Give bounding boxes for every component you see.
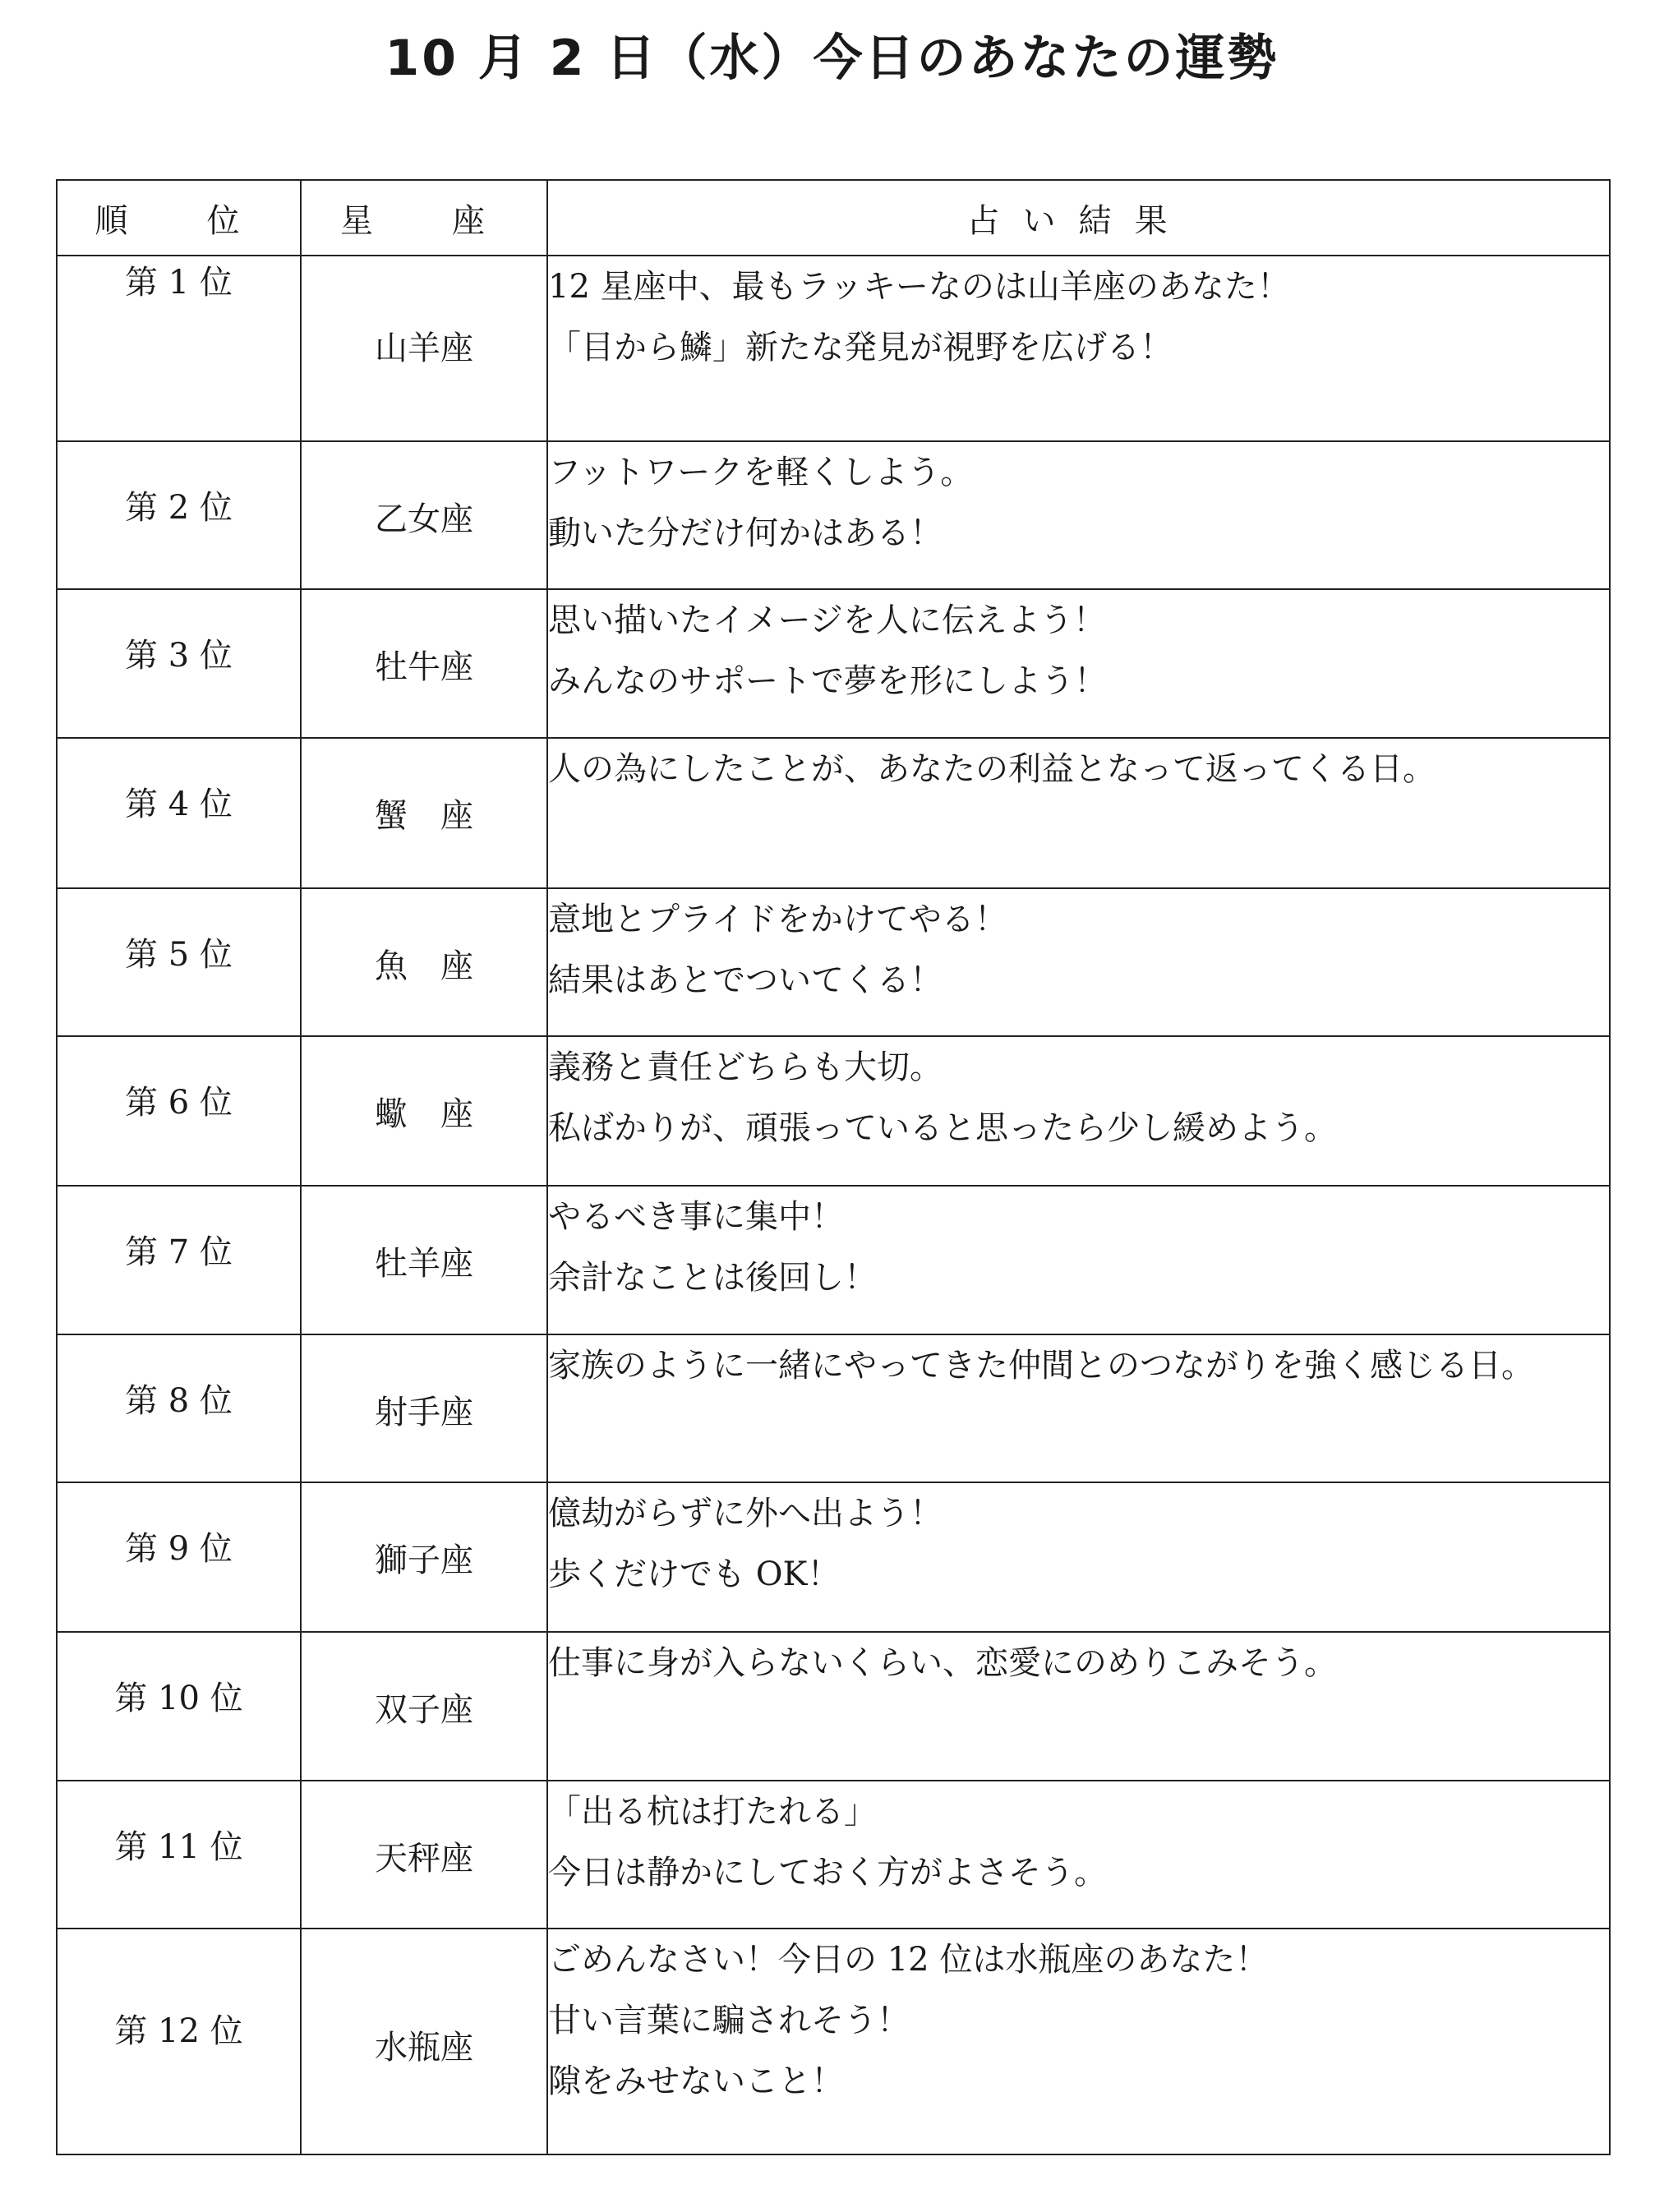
result-line: 「出る杭は打たれる」 bbox=[548, 1793, 877, 1831]
result-line: 結果はあとでついてくる！ bbox=[548, 961, 943, 999]
result-line: 仕事に身が入らないくらい、恋愛にのめりこみそう。 bbox=[548, 1644, 1337, 1682]
result-line: 意地とプライドをかけてやる！ bbox=[548, 901, 1007, 938]
table-row bbox=[57, 1929, 1610, 2154]
result-line: やるべき事に集中！ bbox=[548, 1198, 844, 1236]
result-line: 私ばかりが、頑張っていると思ったら少し緩めよう。 bbox=[548, 1109, 1337, 1147]
result-line: 動いた分だけ何かはある！ bbox=[548, 514, 943, 552]
table-row bbox=[57, 441, 1610, 589]
result-cell bbox=[547, 1781, 1610, 1929]
result-line: ごめんなさい！今日の 12 位は水瓶座のあなた！ bbox=[548, 1941, 1269, 1979]
sign-cell: 水瓶座 bbox=[301, 1929, 547, 2154]
header-row bbox=[57, 180, 1610, 256]
header-result: 占い結果 bbox=[547, 180, 1610, 256]
result-cell bbox=[547, 1482, 1610, 1632]
table-row bbox=[57, 1036, 1610, 1186]
result-cell bbox=[547, 589, 1610, 738]
result-line: 隙をみせないこと！ bbox=[548, 2062, 844, 2100]
sign-cell: 牡羊座 bbox=[301, 1186, 547, 1334]
sign-cell: 蠍 座 bbox=[301, 1036, 547, 1186]
result-line: フットワークを軽くしよう。 bbox=[548, 454, 974, 491]
result-line: 甘い言葉に騙されそう！ bbox=[548, 2002, 910, 2039]
result-cell bbox=[547, 1186, 1610, 1334]
fortune-table bbox=[56, 179, 1611, 2155]
rank-cell: 第 3 位 bbox=[57, 589, 301, 738]
table-row bbox=[57, 1632, 1610, 1781]
result-cell bbox=[547, 738, 1610, 888]
table-row bbox=[57, 1334, 1610, 1482]
rank-cell: 第 1 位 bbox=[57, 256, 301, 441]
result-cell bbox=[547, 441, 1610, 589]
result-line: 「目から鱗」新たな発見が視野を広げる！ bbox=[548, 329, 1173, 366]
rank-cell: 第 9 位 bbox=[57, 1482, 301, 1632]
page-title: 10 月 2 日（水）今日のあなたの運勢 bbox=[385, 30, 1279, 87]
sign-cell: 魚 座 bbox=[301, 888, 547, 1036]
rank-cell: 第 11 位 bbox=[57, 1781, 301, 1929]
sign-cell: 蟹 座 bbox=[301, 738, 547, 888]
rank-cell: 第 8 位 bbox=[57, 1334, 301, 1482]
rank-cell: 第 6 位 bbox=[57, 1036, 301, 1186]
result-line: 余計なことは後回し！ bbox=[548, 1259, 877, 1297]
table-row bbox=[57, 1482, 1610, 1632]
result-line: みんなのサポートで夢を形にしよう！ bbox=[548, 662, 1107, 700]
header-rank: 順 位 bbox=[57, 180, 301, 256]
rank-cell: 第 12 位 bbox=[57, 1929, 301, 2154]
result-line: 人の為にしたことが、あなたの利益となって返ってくる日。 bbox=[548, 750, 1436, 788]
sign-cell: 乙女座 bbox=[301, 441, 547, 589]
sign-cell: 獅子座 bbox=[301, 1482, 547, 1632]
sign-cell: 牡牛座 bbox=[301, 589, 547, 738]
rank-cell: 第 5 位 bbox=[57, 888, 301, 1036]
result-line: 今日は静かにしておく方がよさそう。 bbox=[548, 1854, 1107, 1892]
result-line: 歩くだけでも OK！ bbox=[548, 1555, 841, 1593]
result-cell bbox=[547, 256, 1610, 441]
table-row bbox=[57, 1781, 1610, 1929]
sign-cell: 天秤座 bbox=[301, 1781, 547, 1929]
result-cell bbox=[547, 888, 1610, 1036]
table-row bbox=[57, 1186, 1610, 1334]
result-cell bbox=[547, 1632, 1610, 1781]
table-row bbox=[57, 589, 1610, 738]
result-line: 億劫がらずに外へ出よう！ bbox=[548, 1495, 943, 1532]
rank-cell: 第 7 位 bbox=[57, 1186, 301, 1334]
result-cell bbox=[547, 1334, 1610, 1482]
result-line: 思い描いたイメージを人に伝えよう！ bbox=[548, 601, 1106, 639]
table-row bbox=[57, 738, 1610, 888]
rank-cell: 第 4 位 bbox=[57, 738, 301, 888]
result-cell bbox=[547, 1929, 1610, 2154]
rank-cell: 第 2 位 bbox=[57, 441, 301, 589]
result-cell bbox=[547, 1036, 1610, 1186]
sign-cell: 射手座 bbox=[301, 1334, 547, 1482]
result-line: 家族のように一緒にやってきた仲間とのつながりを強く感じる日。 bbox=[548, 1347, 1534, 1385]
result-line: 義務と責任どちらも大切。 bbox=[548, 1048, 943, 1086]
sign-cell: 双子座 bbox=[301, 1632, 547, 1781]
rank-cell: 第 10 位 bbox=[57, 1632, 301, 1781]
result-line: 12 星座中、最もラッキーなのは山羊座のあなた！ bbox=[548, 268, 1290, 306]
table-row bbox=[57, 888, 1610, 1036]
sign-cell: 山羊座 bbox=[301, 256, 547, 441]
table-row bbox=[57, 256, 1610, 441]
header-sign: 星 座 bbox=[301, 180, 547, 256]
